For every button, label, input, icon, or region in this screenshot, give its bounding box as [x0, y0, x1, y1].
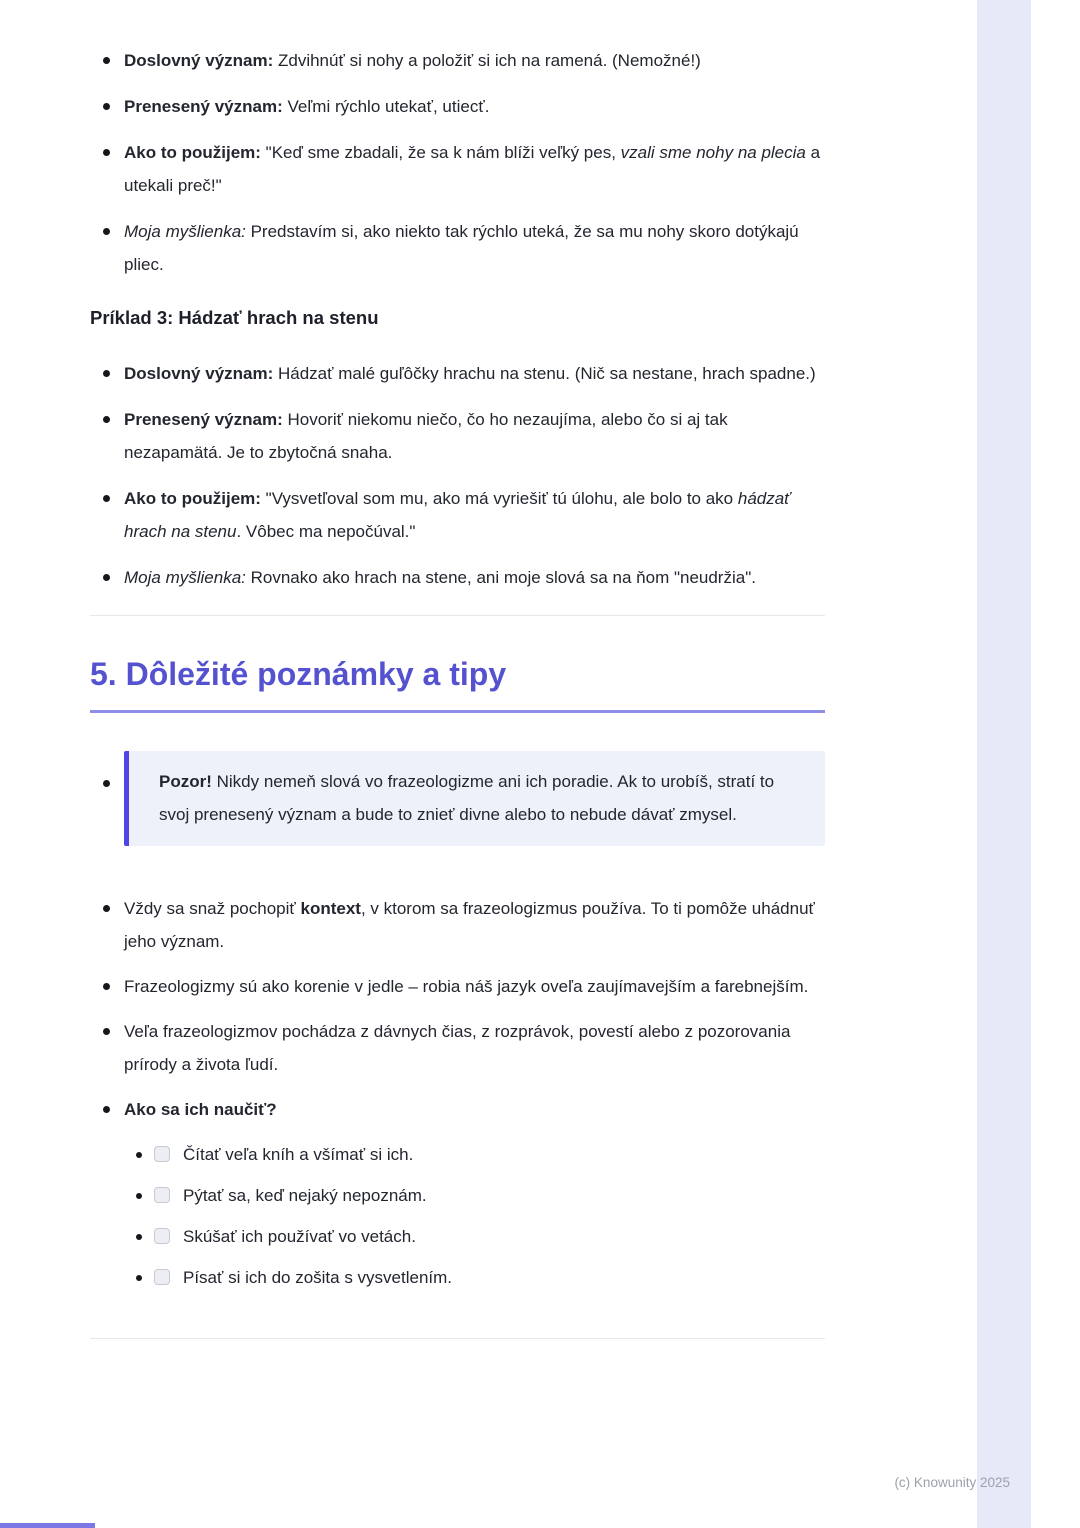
checklist-item	[154, 1261, 825, 1294]
checklist-label: Pýtať sa, keď nejaký nepoznám.	[183, 1186, 427, 1205]
learning-checklist	[124, 1126, 825, 1294]
bottom-divider	[90, 1338, 825, 1339]
section5-heading: 5. Dôležité poznámky a tipy	[90, 656, 825, 713]
checklist-item	[154, 1220, 825, 1253]
section-divider	[90, 615, 825, 616]
checklist-item	[154, 1138, 825, 1171]
page-bottom-accent	[0, 1523, 95, 1528]
bullet-item: Prenesený význam: Veľmi rýchlo utekať, utiecť.	[124, 90, 825, 123]
example3-list	[90, 357, 825, 594]
checkbox[interactable]	[154, 1269, 170, 1285]
bullet-item	[124, 1093, 825, 1294]
checklist-label: Čítať veľa kníh a všímať si ich.	[183, 1145, 414, 1164]
bullet-item: Doslovný význam: Hádzať malé guľôčky hrachu na stenu. (Nič sa nestane, hrach spadne.)	[124, 357, 825, 390]
checkbox[interactable]	[154, 1187, 170, 1203]
bullet-text: Ako sa ich naučiť?	[124, 1100, 277, 1119]
bullet-item	[124, 751, 825, 846]
example2-list	[90, 44, 825, 281]
checkbox[interactable]	[154, 1228, 170, 1244]
checklist-label: Písať si ich do zošita s vysvetlením.	[183, 1268, 453, 1287]
copyright-footer: (c) Knowunity 2025	[894, 1475, 1010, 1490]
bullet-item: Frazeologizmy sú ako korenie v jedle – robia náš jazyk oveľa zaujímavejším a farebnejším.	[124, 970, 825, 1003]
checklist-item	[154, 1179, 825, 1212]
bullet-item: Ako to použijem: "Keď sme zbadali, že sa k nám blíži veľký pes, vzali sme nohy na plecia a utekali preč!"	[124, 136, 825, 202]
bullet-item: Doslovný význam: Zdvihnúť si nohy a položiť si ich na ramená. (Nemožné!)	[124, 44, 825, 77]
bullet-item: Moja myšlienka: Rovnako ako hrach na stene, ani moje slová sa na ňom "neudržia".	[124, 561, 825, 594]
bullet-item: Vždy sa snaž pochopiť kontext, v ktorom sa frazeologizmus používa. To ti pomôže uhádnuť jeho význam.	[124, 892, 825, 958]
scrollbar-track[interactable]	[977, 0, 1031, 1528]
tips-list	[90, 892, 825, 1294]
bullet-item: Veľa frazeologizmov pochádza z dávnych čias, z rozprávok, povestí alebo z pozorovania prírody a života ľudí.	[124, 1015, 825, 1081]
bullet-item: Ako to použijem: "Vysvetľoval som mu, ako má vyriešiť tú úlohu, ale bolo to ako hádzať hrach na stenu. Vôbec ma nepočúval."	[124, 482, 825, 548]
checkbox[interactable]	[154, 1146, 170, 1162]
bullet-item: Moja myšlienka: Predstavím si, ako niekto tak rýchlo uteká, že sa mu nohy skoro dotýkajú pliec.	[124, 215, 825, 281]
bullet-item: Prenesený význam: Hovoriť niekomu niečo, čo ho nezaujíma, alebo čo si aj tak nezapamätá. Je to zbytočná snaha.	[124, 403, 825, 469]
warning-callout: Pozor! Nikdy nemeň slová vo frazeologizme ani ich poradie. Ak to urobíš, stratí to svoj prenesený význam a bude to znieť divne alebo to nebude dávať zmysel.	[124, 751, 825, 846]
checklist-label: Skúšať ich používať vo vetách.	[183, 1227, 416, 1246]
callout-list	[90, 751, 825, 846]
example3-heading: Príklad 3: Hádzať hrach na stenu	[90, 307, 379, 328]
